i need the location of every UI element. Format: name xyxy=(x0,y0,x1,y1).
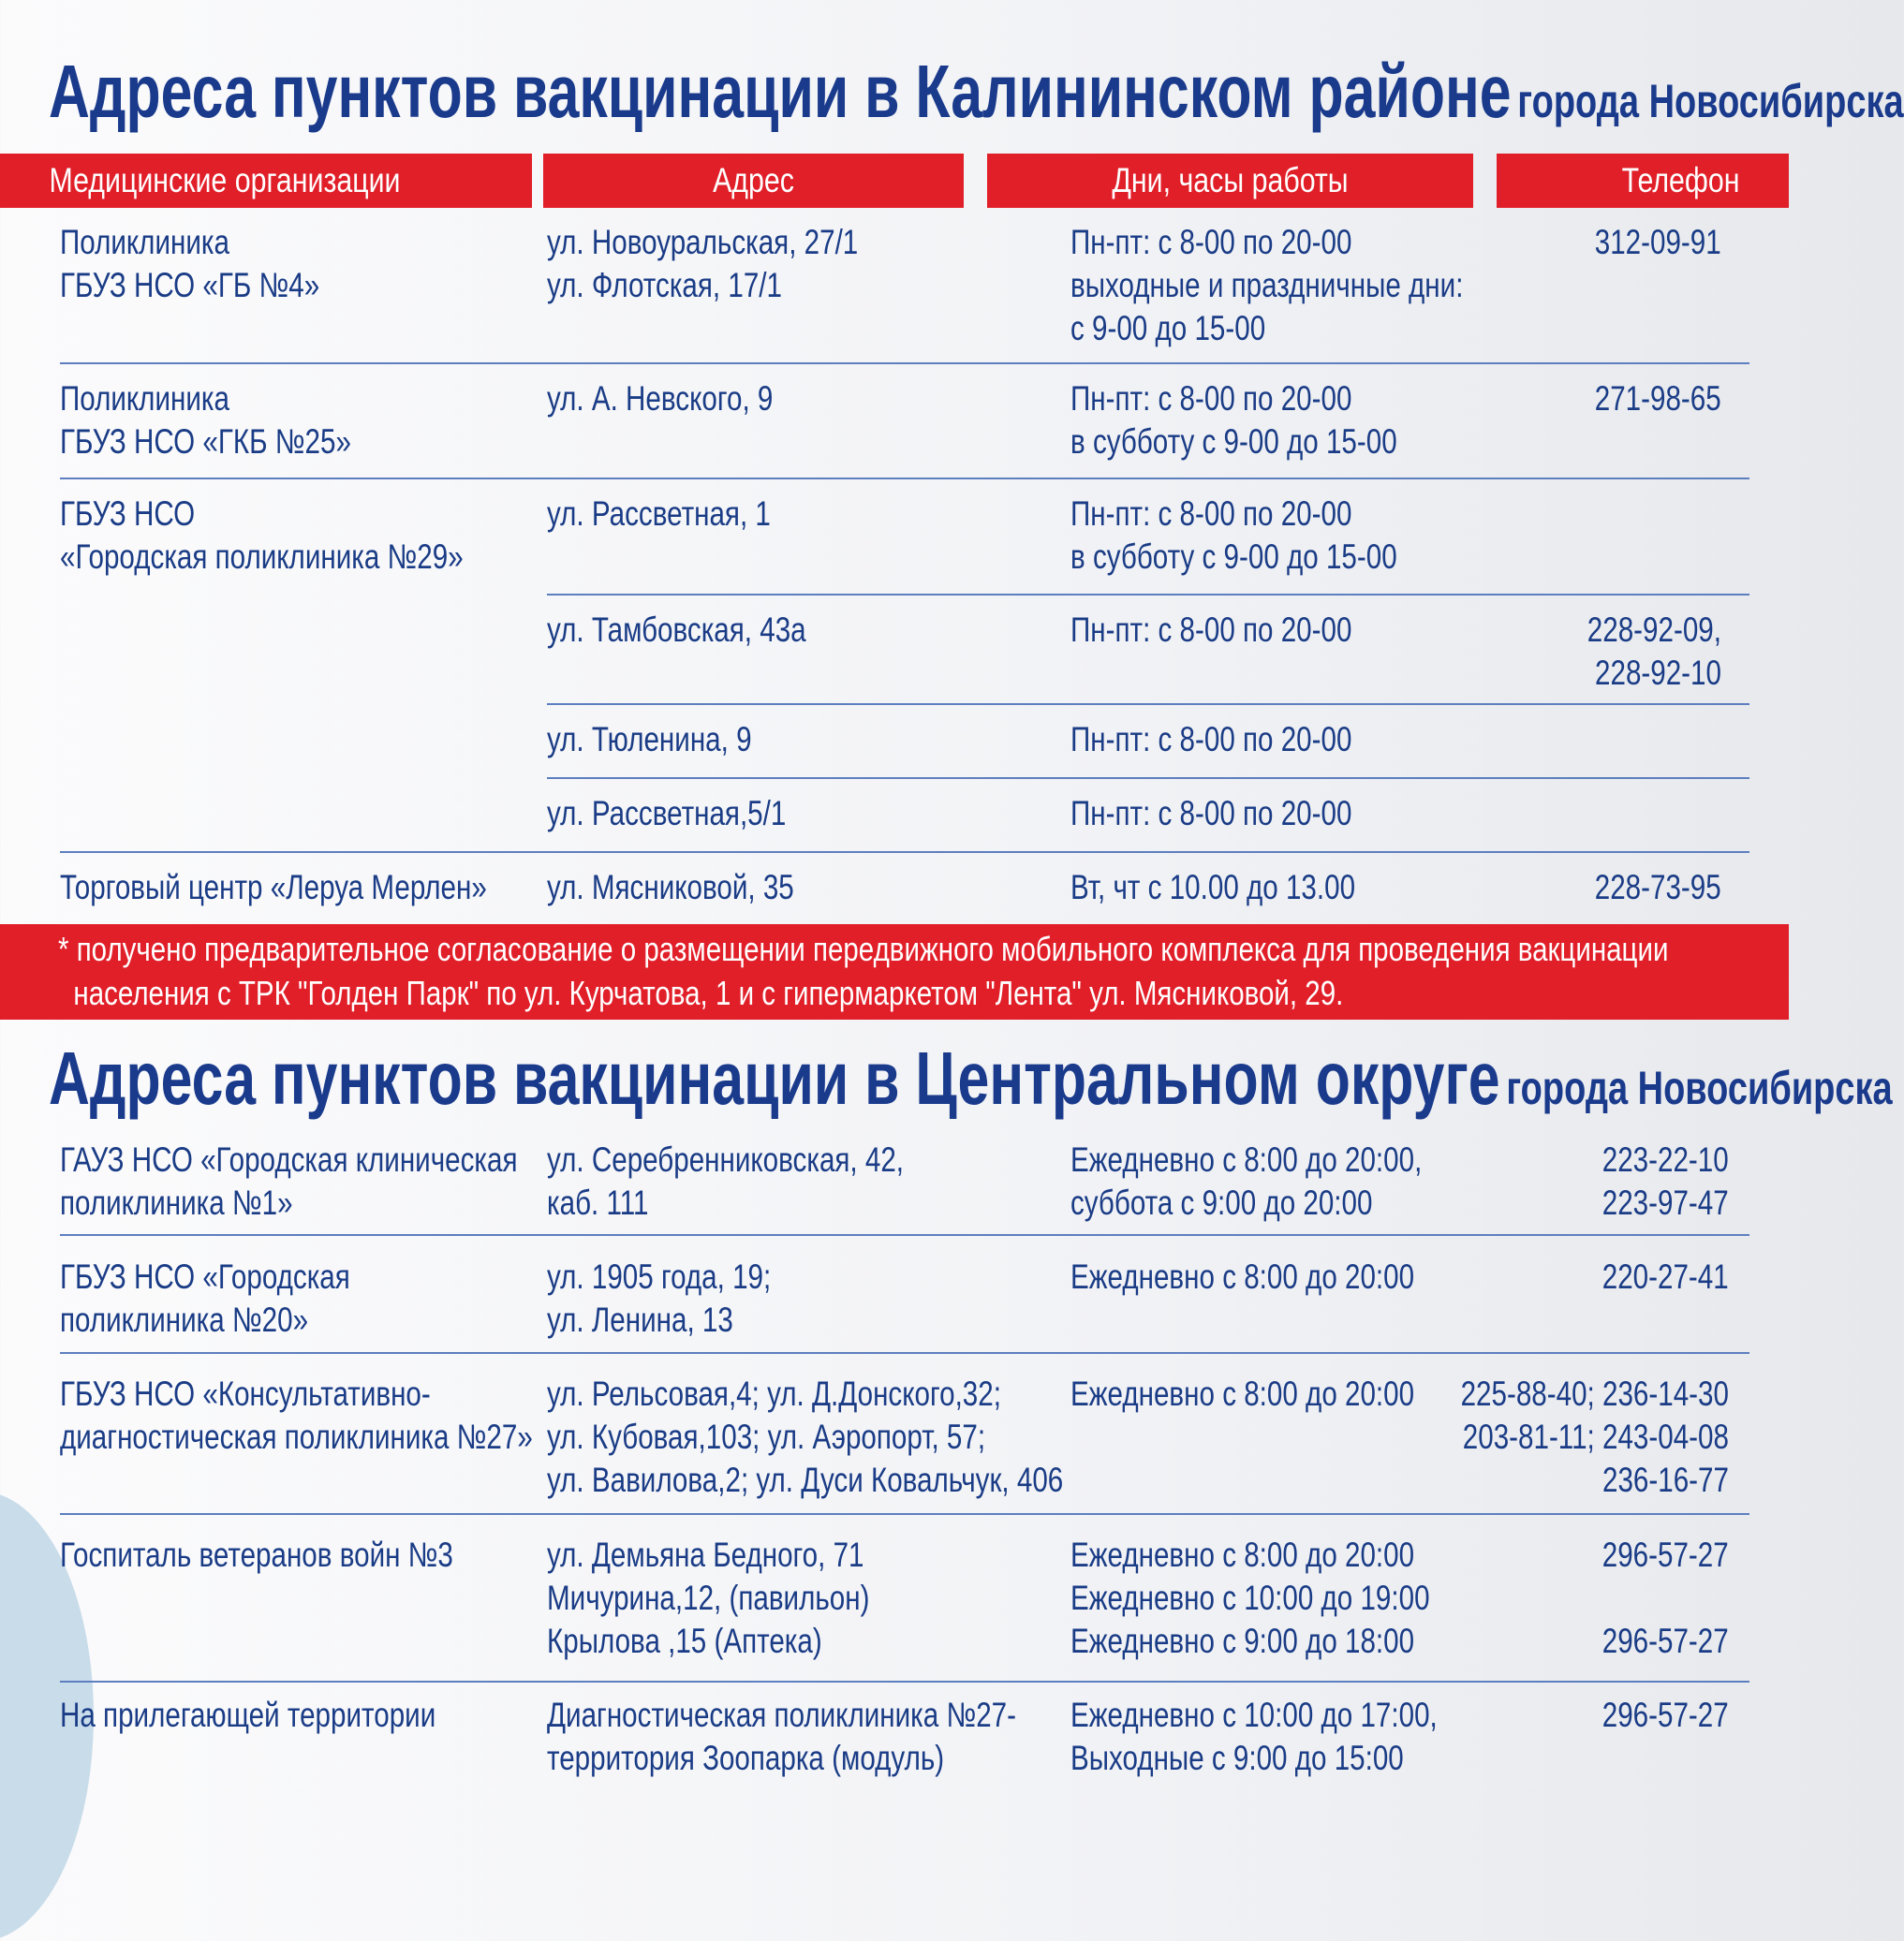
s2-row4-org: Госпиталь ветеранов войн №3 xyxy=(60,1536,453,1574)
s1-row6-hours: Пн-пт: с 8-00 по 20-00 xyxy=(1070,794,1352,832)
s1-row1-address: ул. Новоуральская, 27/1 ул. Флотская, 17/1 xyxy=(547,223,859,304)
s1-row7-address: ул. Мясниковой, 35 xyxy=(547,868,794,906)
s1-row4-address: ул. Тамбовская, 43а xyxy=(547,610,806,649)
s2-row3-org: ГБУЗ НСО «Консультативно- диагностическая поликлиника №27» xyxy=(60,1375,533,1456)
section1-title-sub: города Новосибирска xyxy=(1517,75,1904,127)
s1-divider-1 xyxy=(60,362,1749,364)
s2-row2-org: ГБУЗ НСО «Городская поликлиника №20» xyxy=(60,1257,350,1339)
s1-row1-hours: Пн-пт: с 8-00 по 20-00 выходные и праздничные дни: с 9-00 до 15-00 xyxy=(1070,223,1464,347)
header-address-label: Адрес xyxy=(713,161,794,199)
s1-row2-phone: 271-98-65 xyxy=(1595,379,1721,418)
header-phone xyxy=(1497,154,1789,208)
s1-row7-phone: 228-73-95 xyxy=(1595,868,1721,906)
s2-divider-2 xyxy=(60,1352,1749,1354)
s2-row5-org: На прилегающей территории xyxy=(60,1696,436,1734)
s2-row5-hours: Ежедневно с 10:00 до 17:00, Выходные с 9:00 до 15:00 xyxy=(1070,1696,1438,1777)
s2-divider-3 xyxy=(60,1513,1749,1515)
footnote-text: * получено предварительное согласование о размещении передвижного мобильного комплекса для проведения вакцинации населения с ТРК "Голден Парк" по ул. Курчатова, 1 и с гипермаркетом "Лента" ул. Мясниковой, 29. xyxy=(58,930,1669,1012)
s2-row4-address: ул. Демьяна Бедного, 71 Мичурина,12, (павильон) Крылова ,15 (Аптека) xyxy=(547,1536,870,1660)
s1-row3-address: ул. Рассветная, 1 xyxy=(547,494,771,533)
s1-row7-hours: Вт, чт с 10.00 до 13.00 xyxy=(1070,868,1356,906)
s1-row4-phone: 228-92-09, 228-92-10 xyxy=(1587,610,1721,692)
s2-row1-org: ГАУЗ НСО «Городская клиническая поликлиника №1» xyxy=(60,1140,518,1222)
s1-row1-phone: 312-09-91 xyxy=(1595,223,1721,261)
s1-row4-hours: Пн-пт: с 8-00 по 20-00 xyxy=(1070,610,1352,649)
section2-title xyxy=(49,1037,1893,1120)
section2-title-main: Адреса пунктов вакцинации в Центральном округе xyxy=(49,1037,1500,1120)
section1-title-main: Адреса пунктов вакцинации в Калининском районе xyxy=(49,50,1512,133)
s2-divider-1 xyxy=(60,1234,1749,1236)
header-organizations xyxy=(0,154,532,208)
s1-row3-hours: Пн-пт: с 8-00 по 20-00 в субботу с 9-00 до 15-00 xyxy=(1070,494,1397,576)
header-hours xyxy=(987,154,1473,208)
s1-divider-4 xyxy=(547,703,1749,705)
s1-row7-org: Торговый центр «Леруа Мерлен» xyxy=(60,868,487,906)
s1-row5-hours: Пн-пт: с 8-00 по 20-00 xyxy=(1070,720,1352,758)
s2-row2-hours: Ежедневно с 8:00 до 20:00 xyxy=(1070,1257,1415,1296)
header-address xyxy=(543,154,964,208)
s2-row1-address: ул. Серебренниковская, 42, каб. 111 xyxy=(547,1140,905,1222)
s1-divider-2 xyxy=(60,478,1749,479)
s2-row5-phone: 296-57-27 xyxy=(1602,1696,1729,1734)
header-phone-label: Телефон xyxy=(1621,161,1740,199)
s1-row3-org: ГБУЗ НСО «Городская поликлиника №29» xyxy=(60,494,464,576)
s1-row2-hours: Пн-пт: с 8-00 по 20-00 в субботу с 9-00 до 15-00 xyxy=(1070,379,1397,461)
header-organizations-label: Медицинские организации xyxy=(49,161,401,199)
s2-row3-phone: 225-88-40; 236-14-30 203-81-11; 243-04-08 236-16-77 xyxy=(1460,1375,1729,1499)
s2-row5-address: Диагностическая поликлиника №27- территория Зоопарка (модуль) xyxy=(547,1696,1016,1777)
s2-row4-phone: 296-57-27 296-57-27 xyxy=(1602,1536,1729,1660)
s2-divider-4 xyxy=(60,1681,1749,1683)
footnote-banner xyxy=(0,924,1789,1020)
s2-row3-hours: Ежедневно с 8:00 до 20:00 xyxy=(1070,1375,1415,1413)
s1-divider-5 xyxy=(547,777,1749,779)
section2-title-sub: города Новосибирска xyxy=(1506,1062,1893,1114)
s2-row3-address: ул. Рельсовая,4; ул. Д.Донского,32; ул. Кубовая,103; ул. Аэропорт, 57; ул. Вавилова,2; ул. Дуси Ковальчук, 406 xyxy=(547,1375,1064,1499)
s2-row1-phone: 223-22-10 223-97-47 xyxy=(1602,1140,1729,1222)
s1-divider-3 xyxy=(547,594,1749,596)
s1-row1-org: Поликлиника ГБУЗ НСО «ГБ №4» xyxy=(60,223,320,304)
s1-divider-6 xyxy=(60,851,1749,853)
s2-row2-address: ул. 1905 года, 19; ул. Ленина, 13 xyxy=(547,1257,772,1339)
s2-row2-phone: 220-27-41 xyxy=(1602,1257,1729,1296)
s2-row1-hours: Ежедневно с 8:00 до 20:00, суббота с 9:00 до 20:00 xyxy=(1070,1140,1423,1222)
s1-row5-address: ул. Тюленина, 9 xyxy=(547,720,752,758)
section1-title xyxy=(49,50,1904,133)
s1-row6-address: ул. Рассветная,5/1 xyxy=(547,794,787,832)
s1-row2-address: ул. А. Невского, 9 xyxy=(547,379,774,418)
s1-row2-org: Поликлиника ГБУЗ НСО «ГКБ №25» xyxy=(60,379,351,461)
header-hours-label: Дни, часы работы xyxy=(1112,161,1349,199)
s2-row4-hours: Ежедневно с 8:00 до 20:00 Ежедневно с 10:00 до 19:00 Ежедневно с 9:00 до 18:00 xyxy=(1070,1536,1430,1660)
